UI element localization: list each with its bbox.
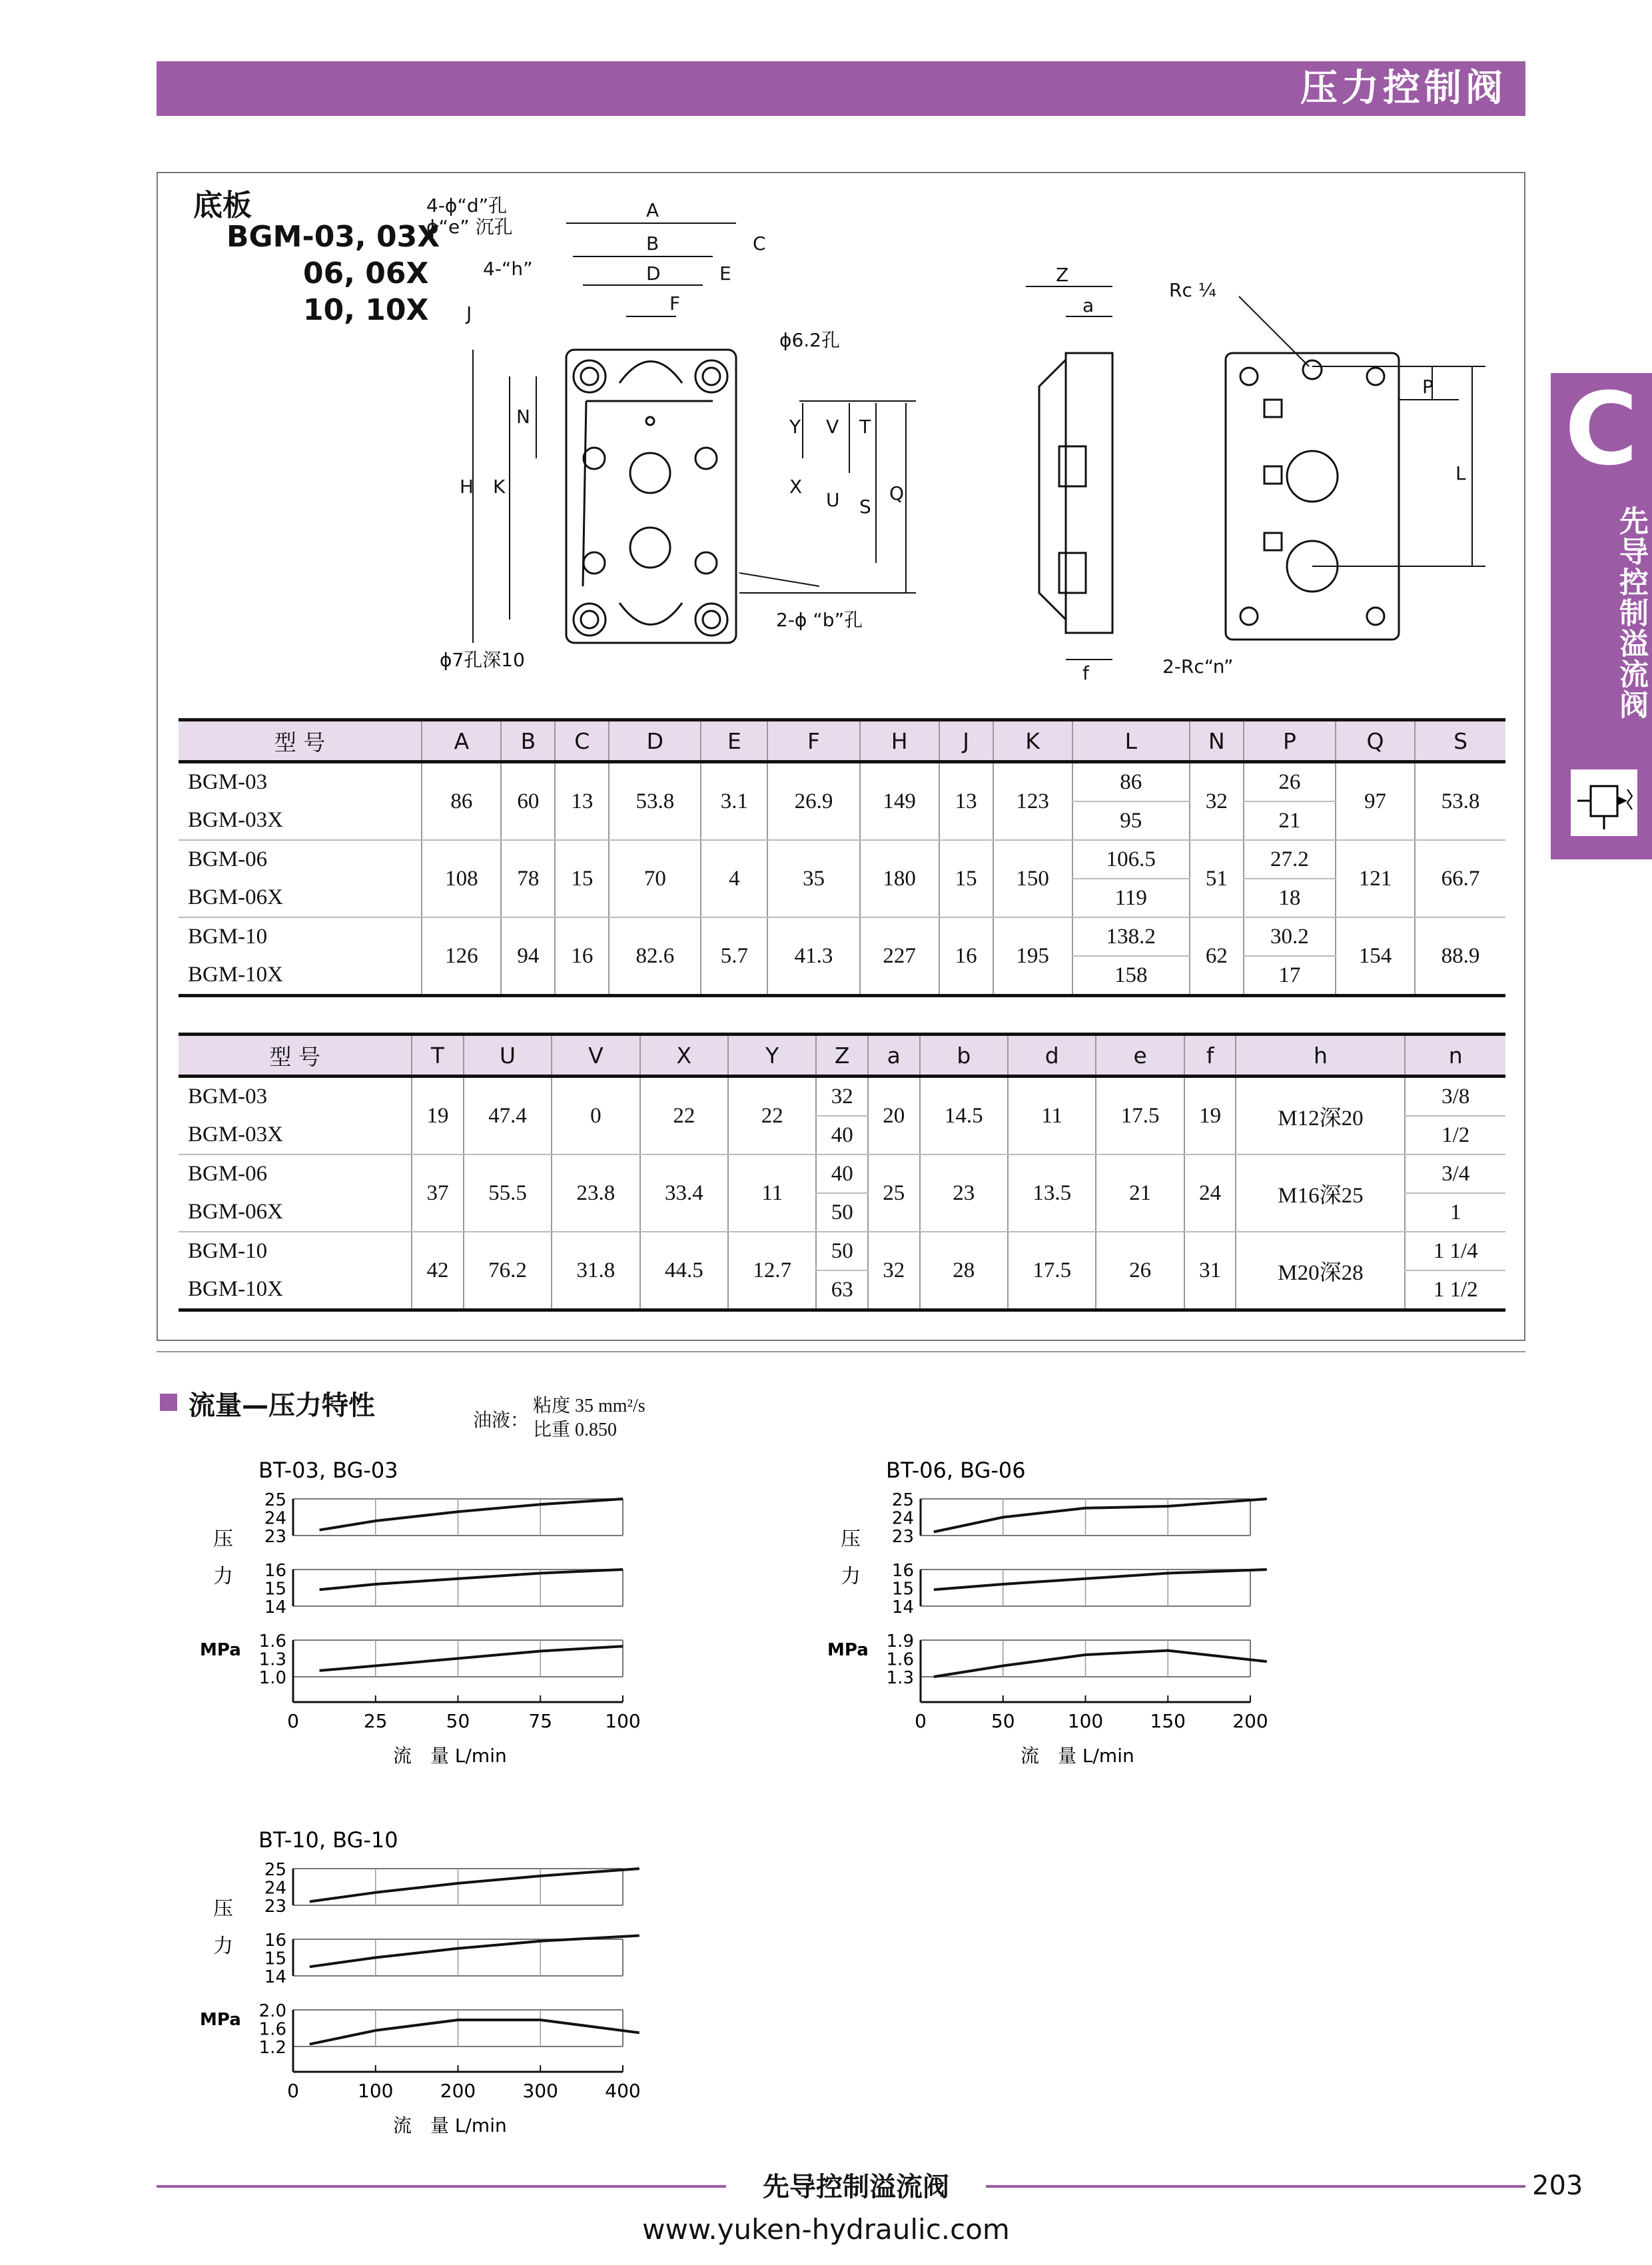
plate-model-3: 10, 10X <box>303 293 429 327</box>
x-tick-label: 100 <box>1067 1710 1104 1732</box>
cell: 31.8 <box>552 1232 639 1310</box>
cell: 1 1/4 <box>1405 1232 1505 1270</box>
cell: 3/4 <box>1405 1154 1505 1193</box>
section-divider <box>157 1351 1525 1352</box>
y-tick-label: 1.3 <box>886 1668 914 1688</box>
model-cell: BGM-06 <box>188 847 268 871</box>
col-B: B <box>501 720 555 762</box>
chart-title: BT-06, BG-06 <box>886 1458 1026 1483</box>
y-tick-label: 23 <box>264 1527 286 1547</box>
cell: 227 <box>860 917 939 996</box>
col-P: P <box>1244 720 1336 762</box>
col-model: 型 号 <box>179 720 422 762</box>
col-d: d <box>1008 1035 1096 1077</box>
oil-gravity: 比重 0.850 <box>533 1420 618 1440</box>
cell: 119 <box>1072 879 1190 917</box>
cell: 62 <box>1190 917 1244 996</box>
y-tick-label: 1.6 <box>258 1631 286 1651</box>
x-tick-label: 100 <box>605 1710 641 1732</box>
series-line <box>310 1869 639 1902</box>
cell: 26 <box>1244 762 1336 802</box>
cell: 33.4 <box>640 1154 728 1232</box>
col-Y: Y <box>728 1035 816 1077</box>
cell: 126 <box>422 917 501 996</box>
series-line <box>934 1570 1267 1589</box>
cell: 24 <box>1184 1154 1236 1232</box>
cell: 28 <box>920 1232 1008 1310</box>
label-rc14: Rc ¼ <box>1169 279 1216 301</box>
cell: 22 <box>728 1077 816 1155</box>
x-tick-label: 300 <box>522 2080 558 2102</box>
cell: 50 <box>816 1193 868 1232</box>
footer-url: www.yuken-hydraulic.com <box>642 2213 1010 2246</box>
x-tick-label: 400 <box>605 2080 641 2102</box>
cell: 3.1 <box>701 762 767 841</box>
label-d-hole: 4-ϕ“d”孔 <box>426 195 508 217</box>
cell: 23 <box>920 1154 1008 1232</box>
chart-title: BT-10, BG-10 <box>258 1827 398 1853</box>
col-U: U <box>464 1035 552 1077</box>
y-tick-label: 24 <box>264 1878 286 1899</box>
cell: 76.2 <box>464 1232 552 1310</box>
col-Q: Q <box>1336 720 1415 762</box>
col-b: b <box>920 1035 1008 1077</box>
cell: 25 <box>868 1154 920 1232</box>
series-line <box>934 1651 1267 1677</box>
series-line <box>934 1499 1267 1532</box>
dimension-table-1 <box>179 718 1505 997</box>
cell: 60 <box>501 762 555 841</box>
cell: M20深28 <box>1236 1232 1405 1310</box>
x-tick-label: 0 <box>915 1710 927 1732</box>
x-tick-label: 200 <box>440 2080 476 2102</box>
cell: 95 <box>1072 801 1190 840</box>
y-tick-label: 15 <box>264 1579 286 1599</box>
dim-C: C <box>753 232 766 254</box>
series-line <box>320 1499 623 1530</box>
model-cell: BGM-03X <box>179 801 422 840</box>
cell: 31 <box>1184 1232 1236 1310</box>
y-axis-label: 压 <box>213 1897 233 1921</box>
cell: 11 <box>1008 1077 1096 1155</box>
col-J: J <box>939 720 993 762</box>
cell: 37 <box>412 1154 464 1232</box>
cell: 53.8 <box>1415 762 1505 841</box>
y-tick-label: 1.9 <box>886 1631 914 1651</box>
plate-model-2: 06, 06X <box>303 256 429 290</box>
dim-T: T <box>859 416 871 438</box>
section-bullet-icon <box>160 1394 177 1411</box>
col-F: F <box>767 720 859 762</box>
cell: 180 <box>860 840 939 917</box>
x-tick-label: 150 <box>1150 1710 1186 1732</box>
y-axis-unit: MPa <box>827 1640 869 1660</box>
x-tick-label: 200 <box>1232 1710 1268 1732</box>
cell: 19 <box>1184 1077 1236 1155</box>
side-tab <box>1551 373 1652 859</box>
cell: 55.5 <box>464 1154 552 1232</box>
x-axis-label: 流 量 L/min <box>393 2114 507 2136</box>
cell: 1/2 <box>1405 1116 1505 1154</box>
model-cell: BGM-03 <box>188 1085 268 1109</box>
y-tick-label: 16 <box>891 1561 914 1581</box>
y-tick-label: 1.0 <box>258 1668 286 1688</box>
y-tick-label: 24 <box>264 1508 286 1529</box>
table-row <box>179 1154 1505 1193</box>
col-a: a <box>868 1035 920 1077</box>
cell: 15 <box>555 840 609 917</box>
cell: 40 <box>816 1154 868 1193</box>
x-axis-label: 流 量 L/min <box>1021 1745 1134 1767</box>
cell: 32 <box>868 1232 920 1310</box>
cell: 158 <box>1072 956 1190 996</box>
valve-symbol-icon <box>1571 769 1637 836</box>
label-hole7: ϕ7孔深10 <box>440 649 525 671</box>
model-cell: BGM-06 <box>188 1162 268 1186</box>
cell: 78 <box>501 840 555 917</box>
oil-label: 油液： <box>473 1410 530 1431</box>
label-b-hole: 2-ϕ “b”孔 <box>776 609 863 631</box>
header-bar <box>157 61 1525 116</box>
cell: 66.7 <box>1415 840 1505 917</box>
model-cell: BGM-06X <box>179 879 422 917</box>
model-cell: BGM-10 <box>188 1239 268 1263</box>
cell: M16深25 <box>1236 1154 1405 1232</box>
cell: 154 <box>1336 917 1415 996</box>
footer-title: 先导控制溢流阀 <box>726 2168 986 2206</box>
plate-title: 底板 <box>193 189 252 223</box>
dim-X: X <box>789 476 803 498</box>
cell: 97 <box>1336 762 1415 841</box>
side-view-drawing <box>1019 260 1126 686</box>
y-tick-label: 2.0 <box>258 2001 286 2021</box>
cell: 51 <box>1190 840 1244 917</box>
x-axis-label: 流 量 L/min <box>393 1745 507 1767</box>
dim-L: L <box>1455 462 1466 484</box>
table-row <box>179 917 1505 956</box>
y-tick-label: 1.6 <box>258 2019 286 2040</box>
cell: 23.8 <box>552 1154 639 1232</box>
oil-viscosity: 粘度 35 mm²/s <box>533 1396 645 1416</box>
cell: 86 <box>1072 762 1190 802</box>
col-S: S <box>1415 720 1505 762</box>
y-tick-label: 23 <box>264 1897 286 1917</box>
y-tick-label: 1.3 <box>258 1649 286 1670</box>
cell: 195 <box>993 917 1072 996</box>
y-tick-label: 24 <box>891 1508 914 1529</box>
side-tab-text: 先导控制溢流阀 <box>1614 506 1648 720</box>
x-tick-label: 50 <box>991 1710 1015 1732</box>
model-cell: BGM-03X <box>179 1116 412 1154</box>
dim-Z: Z <box>1056 264 1069 286</box>
model-cell: BGM-10 <box>188 925 268 949</box>
y-axis-unit: MPa <box>200 2010 241 2030</box>
dim-a: a <box>1082 294 1094 316</box>
dim-Q: Q <box>889 482 905 504</box>
table-row <box>179 840 1505 879</box>
page-number: 203 <box>1532 2170 1583 2201</box>
cell: 11 <box>728 1154 816 1232</box>
cell: 15 <box>939 840 993 917</box>
cell: 30.2 <box>1244 917 1336 956</box>
model-cell: BGM-10X <box>179 1270 412 1310</box>
y-tick-label: 1.6 <box>886 1649 914 1670</box>
col-K: K <box>993 720 1072 762</box>
series-line <box>320 1570 623 1589</box>
cell: 50 <box>816 1232 868 1270</box>
col-h: h <box>1236 1035 1405 1077</box>
col-T: T <box>412 1035 464 1077</box>
dim-S: S <box>859 496 871 518</box>
cell: 41.3 <box>767 917 859 996</box>
y-tick-label: 1.2 <box>258 2038 286 2058</box>
y-tick-label: 14 <box>264 1967 286 1987</box>
col-D: D <box>609 720 701 762</box>
y-axis-label: 力 <box>213 1565 233 1588</box>
model-cell: BGM-10X <box>179 956 422 996</box>
model-cell: BGM-06X <box>179 1193 412 1232</box>
cell: 27.2 <box>1244 840 1336 879</box>
cell: 13.5 <box>1008 1154 1096 1232</box>
back-view-drawing <box>1152 266 1499 680</box>
dim-H: H <box>460 476 474 498</box>
label-hole62: ϕ6.2孔 <box>779 329 841 351</box>
cell: 20 <box>868 1077 920 1155</box>
cell: 108 <box>422 840 501 917</box>
dim-V: V <box>826 416 839 438</box>
cell: 94 <box>501 917 555 996</box>
cell: 123 <box>993 762 1072 841</box>
col-Z: Z <box>816 1035 868 1077</box>
y-tick-label: 16 <box>264 1561 286 1581</box>
col-X: X <box>640 1035 728 1077</box>
cell: 149 <box>860 762 939 841</box>
col-A: A <box>422 720 501 762</box>
col-n: n <box>1405 1035 1505 1077</box>
y-tick-label: 25 <box>264 1860 286 1880</box>
col-E: E <box>701 720 767 762</box>
cell: 44.5 <box>640 1232 728 1310</box>
table-row <box>179 1232 1505 1270</box>
dimension-table-2 <box>179 1033 1505 1312</box>
col-N: N <box>1190 720 1244 762</box>
series-line <box>310 1936 639 1967</box>
col-H: H <box>860 720 939 762</box>
chart-bt-03 <box>187 1452 653 1785</box>
label-h-thread: 4-“h” <box>483 258 533 280</box>
cell: 121 <box>1336 840 1415 917</box>
dim-N: N <box>516 406 530 428</box>
col-C: C <box>555 720 609 762</box>
x-tick-label: 0 <box>287 1710 299 1732</box>
chart-bt-10 <box>187 1822 653 2155</box>
y-axis-label: 压 <box>213 1528 233 1551</box>
cell: 21 <box>1244 801 1336 840</box>
cell: 40 <box>816 1116 868 1154</box>
y-axis-unit: MPa <box>200 1640 241 1660</box>
chart-bt-06 <box>814 1452 1280 1785</box>
cell: 16 <box>555 917 609 996</box>
dim-P: P <box>1422 376 1434 398</box>
cell: 16 <box>939 917 993 996</box>
cell: 21 <box>1096 1154 1184 1232</box>
cell: 47.4 <box>464 1077 552 1155</box>
cell: 13 <box>939 762 993 841</box>
y-tick-label: 23 <box>891 1527 914 1547</box>
dim-A: A <box>646 199 659 221</box>
cell: 17 <box>1244 956 1336 996</box>
series-line <box>310 2020 639 2044</box>
cell: 19 <box>412 1077 464 1155</box>
y-axis-label: 力 <box>841 1565 861 1588</box>
col-V: V <box>552 1035 639 1077</box>
y-tick-label: 14 <box>264 1597 286 1617</box>
series-line <box>320 1646 623 1671</box>
cell: 138.2 <box>1072 917 1190 956</box>
dim-U: U <box>826 489 840 511</box>
cell: 88.9 <box>1415 917 1505 996</box>
cell: 63 <box>816 1270 868 1310</box>
cell: 42 <box>412 1232 464 1310</box>
table-row <box>179 762 1505 802</box>
plate-model-1: BGM-03, 03X <box>226 220 440 254</box>
dim-B: B <box>646 232 659 254</box>
table-row <box>179 1077 1505 1117</box>
dim-f: f <box>1082 662 1089 684</box>
chart-title: BT-03, BG-03 <box>258 1458 398 1483</box>
col-f: f <box>1184 1035 1236 1077</box>
cell: 32 <box>1190 762 1244 841</box>
cell: 26.9 <box>767 762 859 841</box>
model-cell: BGM-03 <box>188 770 268 794</box>
cell: 86 <box>422 762 501 841</box>
cell: 17.5 <box>1096 1077 1184 1155</box>
label-e-counterbore: ϕ“e” 沉孔 <box>426 216 513 238</box>
section-title: 流量—压力特性 <box>189 1390 375 1421</box>
cell: 5.7 <box>701 917 767 996</box>
y-axis-label: 力 <box>213 1935 233 1958</box>
y-tick-label: 25 <box>891 1490 914 1510</box>
dim-K: K <box>493 476 506 498</box>
y-tick-label: 14 <box>891 1597 914 1617</box>
cell: M12深20 <box>1236 1077 1405 1155</box>
label-rcn: 2-Rc“n” <box>1162 656 1234 678</box>
header-title: 压力控制阀 <box>1300 67 1507 110</box>
cell: 0 <box>552 1077 639 1155</box>
cell: 18 <box>1244 879 1336 917</box>
cell: 12.7 <box>728 1232 816 1310</box>
front-view-drawing <box>426 187 946 680</box>
cell: 106.5 <box>1072 840 1190 879</box>
y-tick-label: 15 <box>264 1949 286 1969</box>
cell: 26 <box>1096 1232 1184 1310</box>
cell: 1 1/2 <box>1405 1270 1505 1310</box>
cell: 17.5 <box>1008 1232 1096 1310</box>
col-e: e <box>1096 1035 1184 1077</box>
y-tick-label: 15 <box>891 1579 914 1599</box>
cell: 35 <box>767 840 859 917</box>
x-tick-label: 75 <box>528 1710 553 1732</box>
dim-Y: Y <box>789 416 801 438</box>
cell: 82.6 <box>609 917 701 996</box>
dim-J: J <box>466 302 472 324</box>
cell: 13 <box>555 762 609 841</box>
cell: 32 <box>816 1077 868 1117</box>
cell: 22 <box>640 1077 728 1155</box>
col-model: 型 号 <box>179 1035 412 1077</box>
y-tick-label: 16 <box>264 1931 286 1951</box>
y-tick-label: 25 <box>264 1490 286 1510</box>
cell: 4 <box>701 840 767 917</box>
cell: 70 <box>609 840 701 917</box>
y-axis-label: 压 <box>841 1528 861 1551</box>
x-tick-label: 50 <box>446 1710 470 1732</box>
dim-D: D <box>646 262 661 284</box>
dim-E: E <box>719 262 731 284</box>
x-tick-label: 25 <box>363 1710 388 1732</box>
cell: 53.8 <box>609 762 701 841</box>
cell: 150 <box>993 840 1072 917</box>
col-L: L <box>1072 720 1190 762</box>
x-tick-label: 0 <box>287 2080 299 2102</box>
dim-F: F <box>669 292 681 314</box>
side-tab-letter: C <box>1564 372 1639 488</box>
x-tick-label: 100 <box>358 2080 394 2102</box>
cell: 3/8 <box>1405 1077 1505 1117</box>
cell: 14.5 <box>920 1077 1008 1155</box>
cell: 1 <box>1405 1193 1505 1232</box>
